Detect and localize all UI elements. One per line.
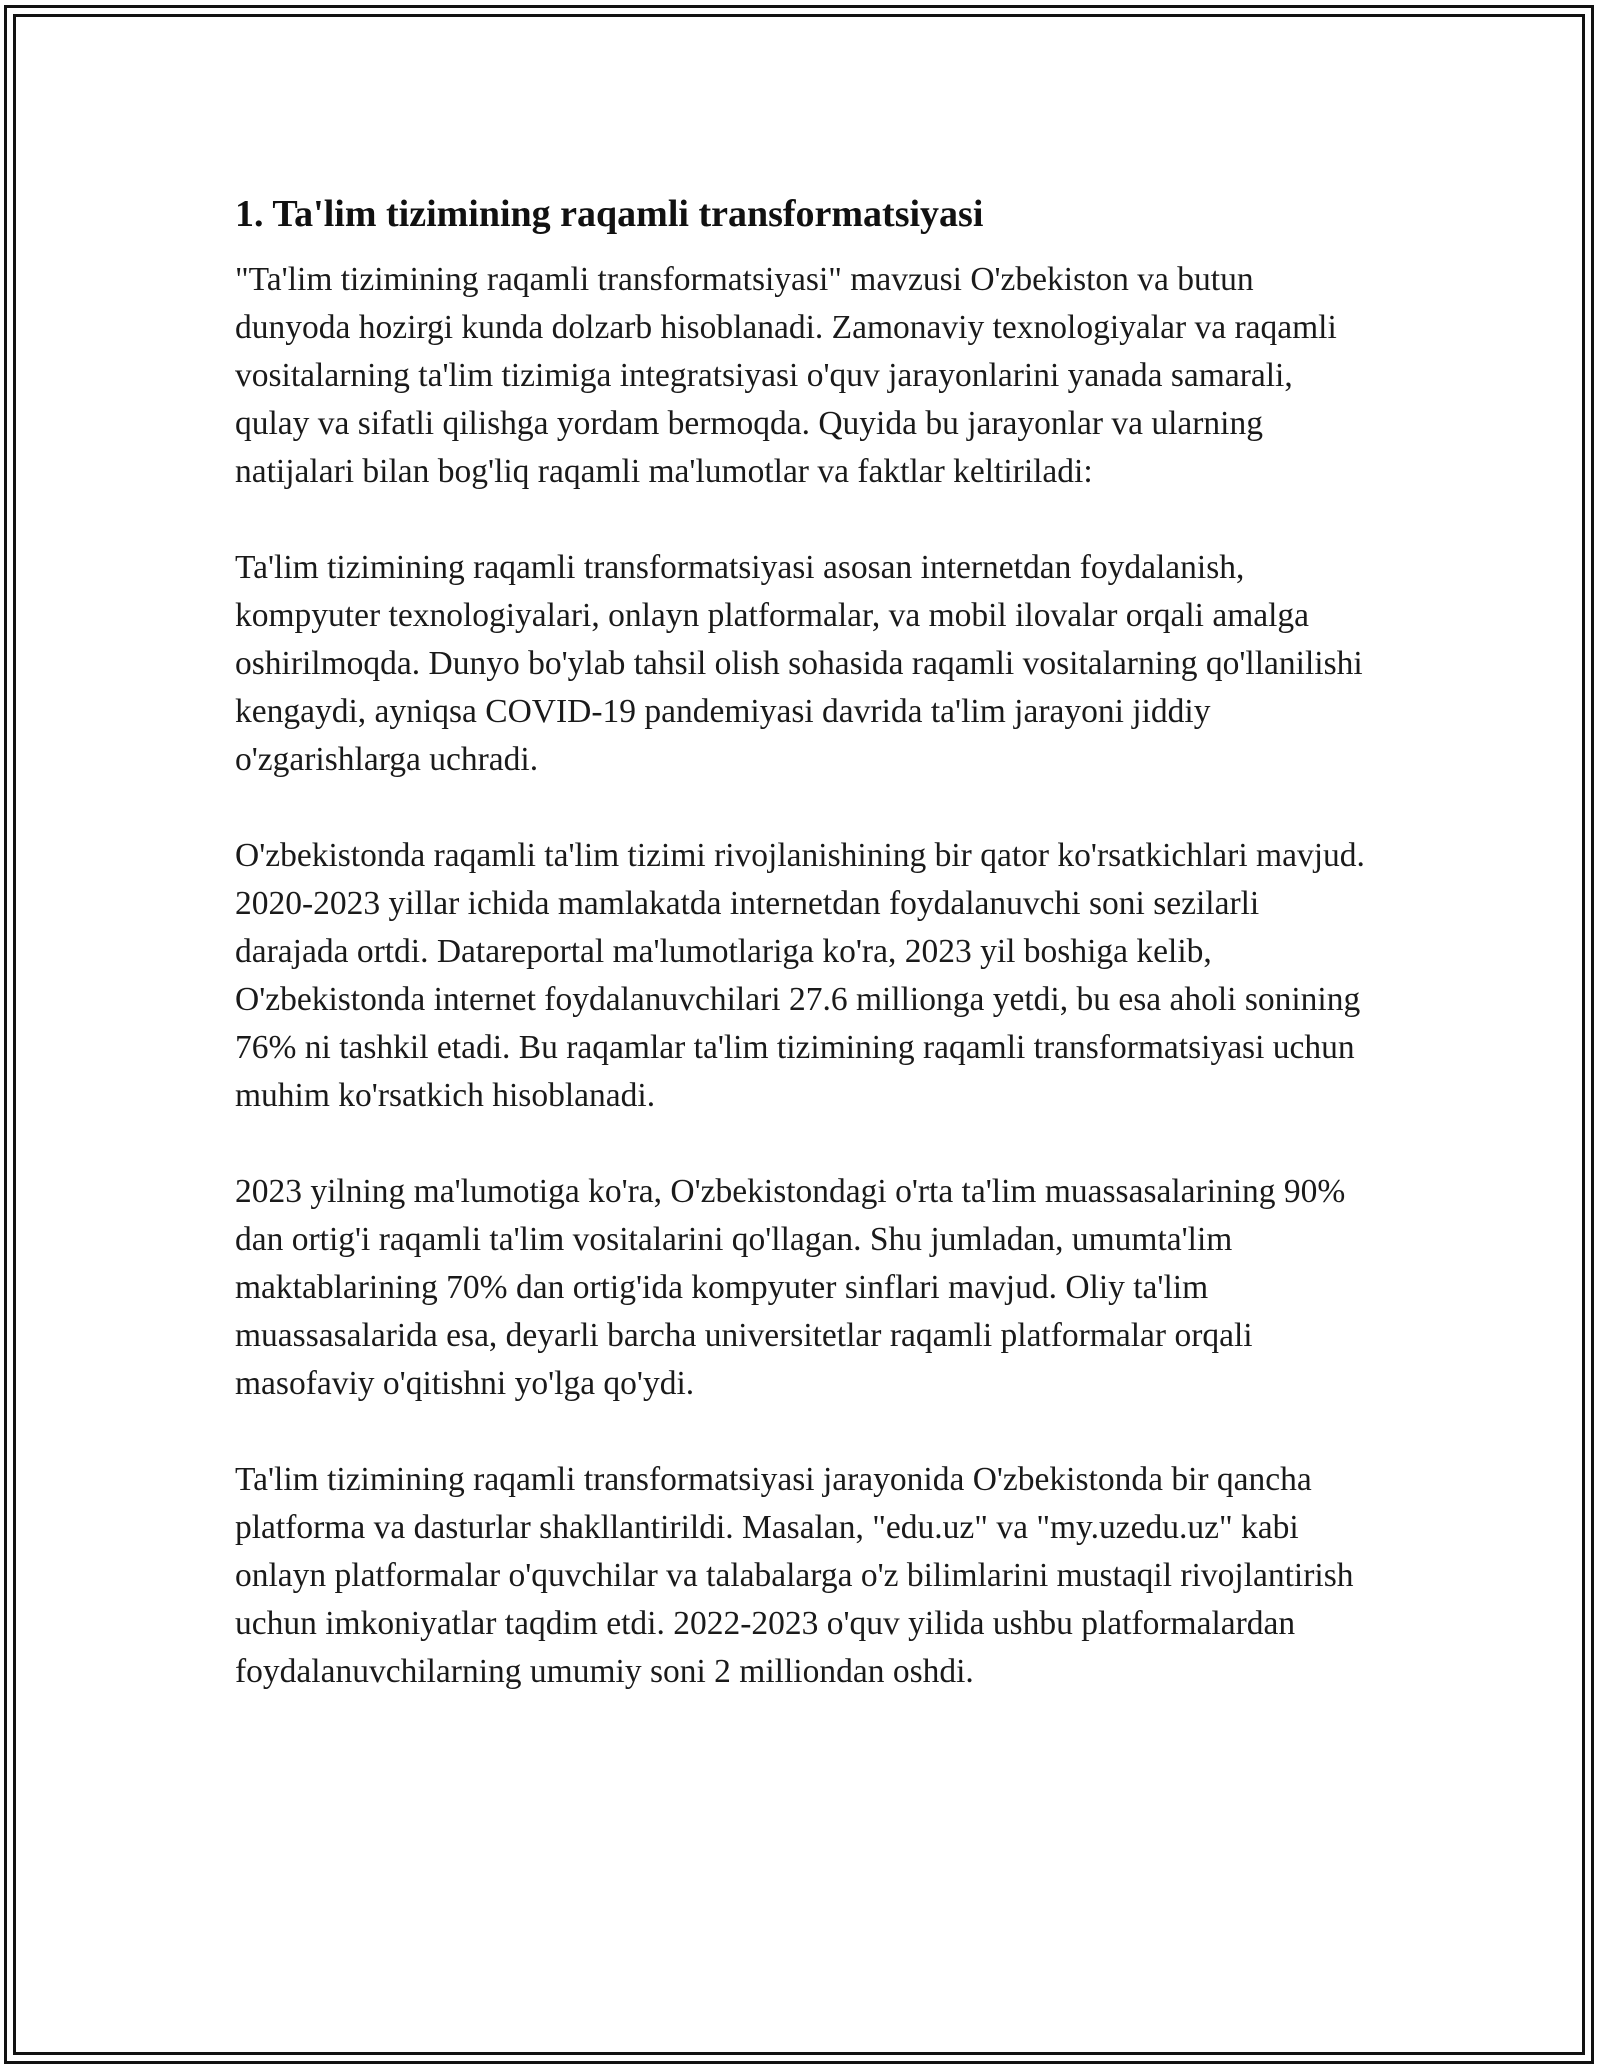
paragraph-intro: "Ta'lim tizimining raqamli transformatsiyasi" mavzusi O'zbekiston va butun dunyoda hozirgi kunda dolzarb hisoblanadi. Zamonaviy texnologiyalar va raqamli vositalarning ta'lim tizimiga integratsiyasi o'quv jarayonlarini yanada samarali, qulay va sifatli qilishga yordam bermoqda. Quyida bu jarayonlar va ularning natijalari bilan bog'liq raqamli ma'lumotlar va faktlar keltiriladi: <box>235 261 1337 490</box>
paragraph-digital-tools: Ta'lim tizimining raqamli transformatsiyasi asosan internetdan foydalanish, kompyuter texnologiyalari, onlayn platformalar, va mobil ilovalar orqali amalga oshirilmoqda. Dunyo bo'ylab tahsil olish sohasida raqamli vositalarning qo'llanilishi kengaydi, ayniqsa COVID-19 pandemiyasi davrida ta'lim jarayoni jiddiy o'zgarishlarga uchradi. <box>235 549 1363 778</box>
paragraph-platforms: Ta'lim tizimining raqamli transformatsiyasi jarayonida O'zbekistonda bir qancha platforma va dasturlar shakllantirildi. Masalan, "edu.uz" va "my.uzedu.uz" kabi onlayn platformalar o'quvchilar va talabalarga o'z bilimlarini mustaqil rivojlantirish uchun imkoniyatlar taqdim etdi. 2022-2023 o'quv yilida ushbu platformalardan foydalanuvchilarning umumiy soni 2 milliondan oshdi. <box>235 1461 1354 1690</box>
paragraph-internet-stats: O'zbekistonda raqamli ta'lim tizimi rivojlanishining bir qator ko'rsatkichlari mavjud. 2020-2023 yillar ichida mamlakatda internetdan foydalanuvchi soni sezilarli darajada ortdi. Datareportal ma'lumotlariga ko'ra, 2023 yil boshiga kelib, O'zbekistonda internet foydalanuvchilari 27.6 millionga yetdi, bu esa aholi sonining 76% ni tashkil etadi. Bu raqamlar ta'lim tizimining raqamli transformatsiyasi uchun muhim ko'rsatkich hisoblanadi. <box>235 837 1365 1114</box>
paragraph-school-stats: 2023 yilning ma'lumotiga ko'ra, O'zbekistondagi o'rta ta'lim muassasalarining 90% dan ortig'i raqamli ta'lim vositalarini qo'llagan. Shu jumladan, umumta'lim maktablarining 70% dan ortig'ida kompyuter sinflari mavjud. Oliy ta'lim muassasalarida esa, deyarli barcha universitetlar raqamli platformalar orqali masofaviy o'qitishni yo'lga qo'ydi. <box>235 1173 1346 1402</box>
section-heading: 1. Ta'lim tizimining raqamli transformatsiyasi <box>235 193 984 235</box>
document-body <box>235 184 1365 1744</box>
